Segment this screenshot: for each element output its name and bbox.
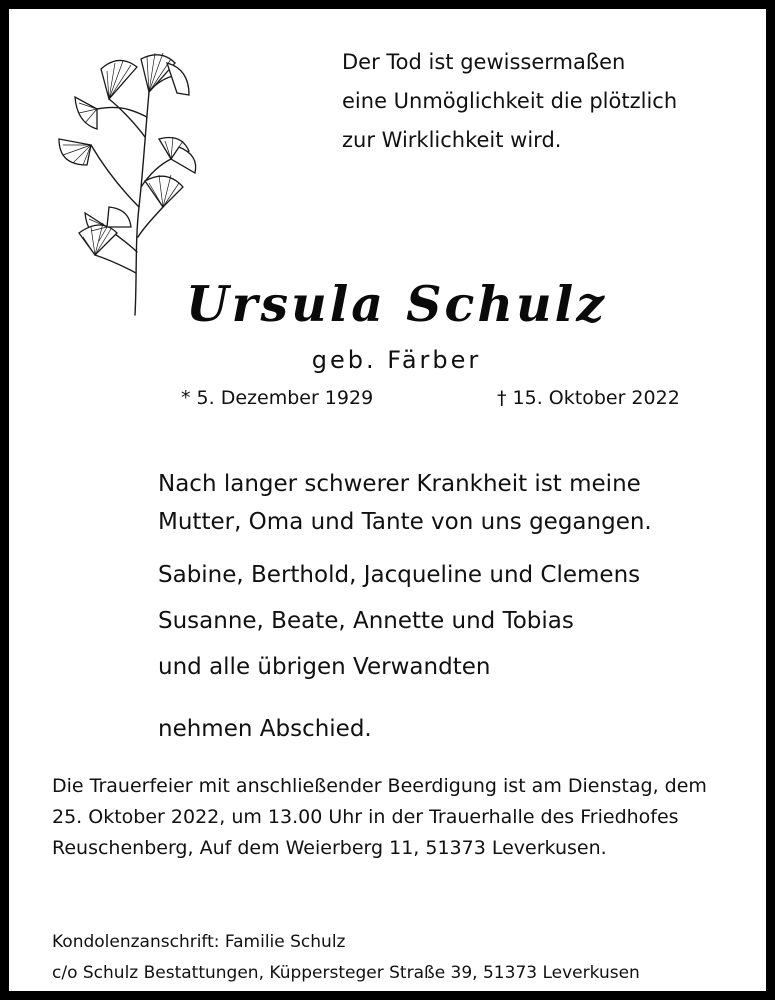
quote-line: eine Unmöglichkeit die plötzlich — [342, 89, 678, 113]
funeral-line: Die Trauerfeier mit anschließender Beerdigung ist am Dienstag, dem — [52, 775, 707, 797]
quote — [342, 43, 677, 160]
birth-date: * 5. Dezember 1929 — [181, 387, 374, 409]
announcement-line: Mutter, Oma und Tante von uns gegangen. — [158, 509, 652, 535]
farewell: nehmen Abschied. — [158, 716, 372, 742]
condolence-line: c/o Schulz Bestattungen, Küppersteger Straße 39, 51373 Leverkusen — [52, 963, 640, 983]
deceased-name: Ursula Schulz — [185, 275, 608, 333]
death-date: † 15. Oktober 2022 — [497, 387, 680, 409]
maiden-name: geb. Färber — [311, 346, 482, 374]
mourner-line: Susanne, Beate, Annette und Tobias — [158, 608, 574, 634]
mourner-line: und alle übrigen Verwandten — [158, 654, 491, 680]
quote-line: zur Wirklichkeit wird. — [342, 128, 562, 152]
condolence-line: Kondolenzanschrift: Familie Schulz — [52, 932, 346, 952]
funeral-line: 25. Oktober 2022, um 13.00 Uhr in der Trauerhalle des Friedhofes — [52, 806, 679, 828]
announcement — [158, 465, 652, 541]
mourner-line: Sabine, Berthold, Jacqueline und Clemens — [158, 562, 641, 588]
condolence-address — [52, 927, 640, 989]
quote-line: Der Tod ist gewissermaßen — [342, 50, 626, 74]
announcement-line: Nach langer schwerer Krankheit ist meine — [158, 471, 641, 497]
funeral-line: Reuschenberg, Auf dem Weierberg 11, 51373 Leverkusen. — [52, 837, 607, 859]
funeral-details — [52, 771, 707, 864]
